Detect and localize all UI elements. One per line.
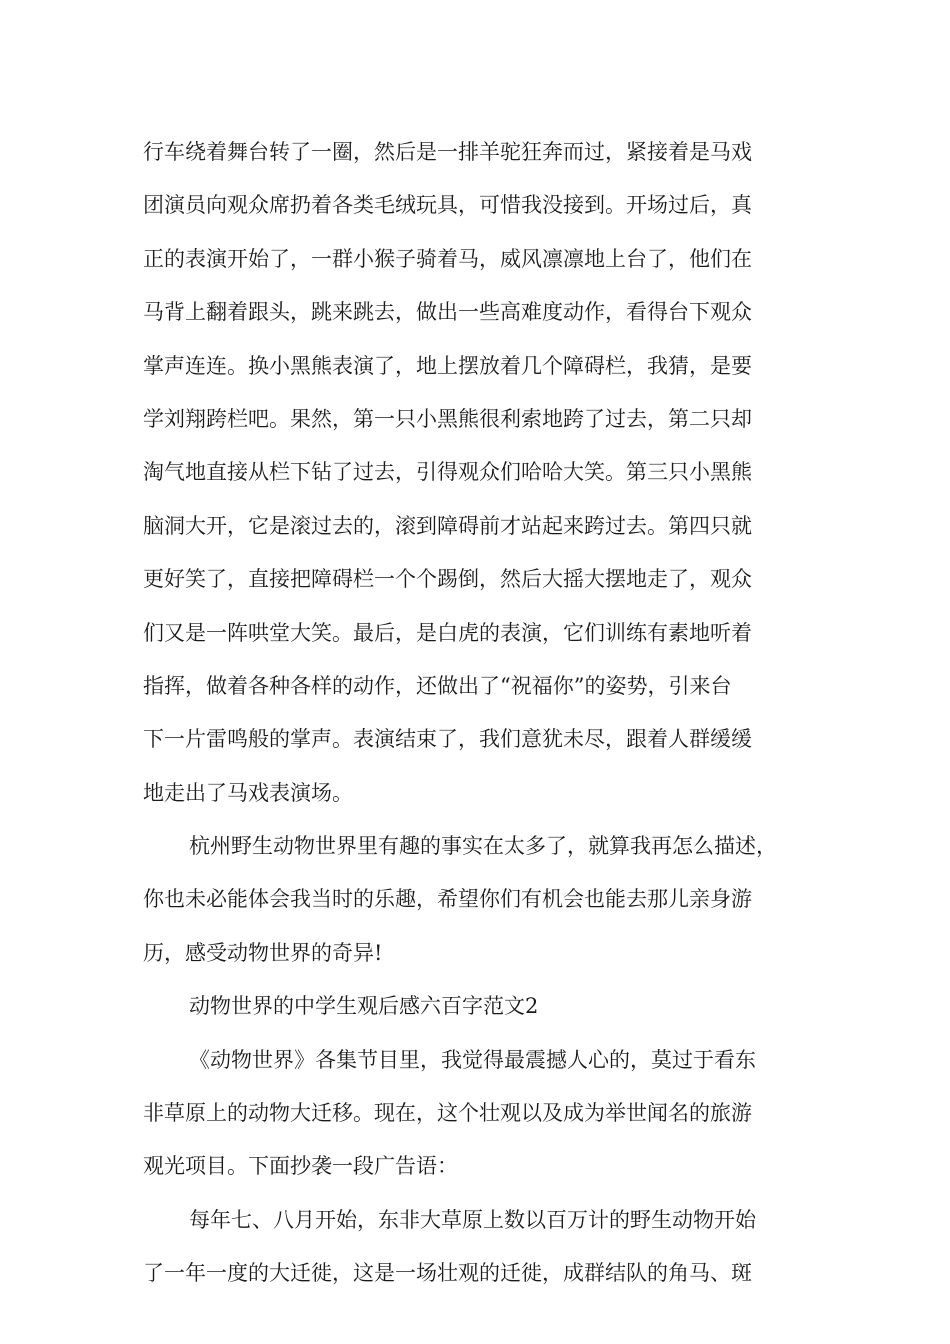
text-line: 你也未必能体会我当时的乐趣，希望你们有机会也能去那儿亲身游 [143,887,752,912]
text-line: 指挥，做着各种各样的动作，还做出了“祝福你”的姿势，引来台 [143,673,732,698]
text-line: 杭州野生动物世界里有趣的事实在太多了，就算我再怎么描述， [189,834,777,859]
text-line: 下一片雷鸣般的掌声。表演结束了，我们意犹未尽，跟着人群缓缓 [143,727,752,752]
text-line: 们又是一阵哄堂大笑。最后，是白虎的表演，它们训练有素地听着 [143,620,752,645]
paragraph-migration-intro [143,1034,843,1194]
text-line: 地走出了马戏表演场。 [143,780,353,805]
paragraph-circus [143,126,843,820]
text-line: 脑洞大开，它是滚过去的，滚到障碍前才站起来跨过去。第四只就 [143,513,752,538]
paragraph-conclusion [143,820,843,980]
text-line: 淘气地直接从栏下钻了过去，引得观众们哈哈大笑。第三只小黑熊 [143,460,752,485]
text-line: 团演员向观众席扔着各类毛绒玩具，可惜我没接到。开场过后，真 [143,193,752,218]
text-line: 行车绕着舞台转了一圈，然后是一排羊驼狂奔而过，紧接着是马戏 [143,140,752,164]
text-line: 《动物世界》各集节目里，我觉得最震撼人心的，莫过于看东 [189,1047,756,1072]
heading-text: 动物世界的中学生观后感六百字范文2 [189,994,539,1019]
text-line: 历，感受动物世界的奇异! [143,940,383,965]
section-heading [143,980,843,1033]
text-line: 观光项目。下面抄袭一段广告语： [143,1154,458,1179]
text-line: 正的表演开始了，一群小猴子骑着马，威风凛凛地上台了，他们在 [143,246,752,271]
text-line: 更好笑了，直接把障碍栏一个个踢倒，然后大摇大摆地走了，观众 [143,567,752,592]
text-line: 每年七、八月开始，东非大草原上数以百万计的野生动物开始 [189,1207,756,1232]
paragraph-advertisement [143,1194,843,1301]
text-line: 掌声连连。换小黑熊表演了，地上摆放着几个障碍栏，我猜，是要 [143,353,752,378]
document-body [143,126,843,1301]
text-line: 非草原上的动物大迁移。现在，这个壮观以及成为举世闻名的旅游 [143,1101,752,1126]
text-line: 学刘翔跨栏吧。果然，第一只小黑熊很利索地跨了过去，第二只却 [143,406,752,431]
text-line: 了一年一度的大迁徙，这是一场壮观的迁徙，成群结队的角马、斑 [143,1261,752,1286]
text-line: 马背上翻着跟头，跳来跳去，做出一些高难度动作，看得台下观众 [143,300,752,325]
